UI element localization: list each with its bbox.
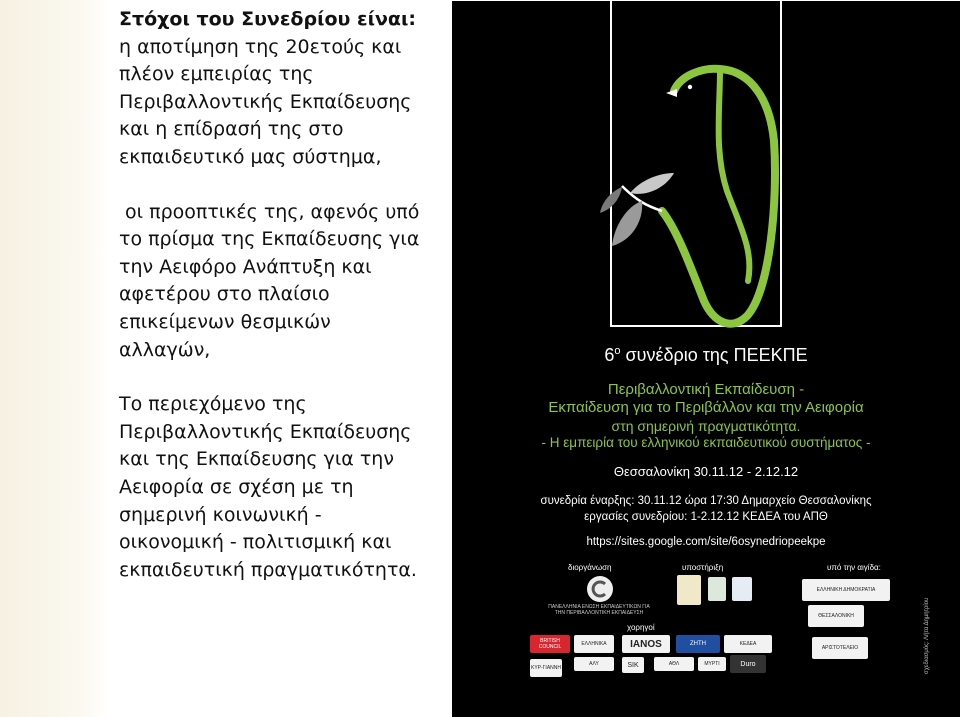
text-line: την Αειφόρο Ανάπτυξη και — [119, 255, 372, 278]
sponsor-logo-text: ΑΡΙΣΤΟΤΕΛΕΙΟ — [821, 645, 859, 651]
sponsor-logo-5 — [724, 635, 772, 653]
sponsor-logo-text: ZHTH — [690, 641, 706, 647]
subtitle-3: στη σημερινή πραγματικότητα. — [611, 418, 801, 434]
sponsor-logo-text: ΑΘΛ — [668, 661, 680, 667]
subtitle-4: - Η εμπειρία του ελληνικού εκπαιδευτικού συστήματος - — [541, 435, 871, 450]
support-logo-1 — [677, 575, 701, 605]
paragraph-prospects — [119, 199, 444, 365]
text-line: επικείμενων θεσμικών — [119, 310, 331, 333]
auspices-logo-2 — [808, 605, 864, 627]
support-logo-2 — [708, 577, 726, 601]
paragraph-content — [119, 391, 444, 584]
sponsor-logo-6 — [812, 637, 868, 659]
subtitle-2: Εκπαίδευση για το Περιβάλλον και την Αειφορία — [548, 399, 864, 416]
sponsor-logo-8 — [574, 657, 614, 671]
text-column — [119, 6, 444, 584]
title-text: συνέδριο της ΠΕΕΚΠΕ — [620, 345, 808, 365]
title-ordinal: ο — [614, 345, 621, 357]
bird-logo-icon — [452, 1, 960, 331]
sponsor-logo-text: ΜΥΡΤΙ — [704, 661, 720, 667]
sponsor-logo-text: ΑΛΥ — [589, 661, 599, 667]
title-number: 6 — [604, 345, 615, 365]
label-support: υποστήριξη — [682, 563, 724, 572]
sponsor-logo-10 — [654, 657, 694, 671]
conference-poster — [452, 1, 960, 717]
auspices-logo-text: ΕΛΛΗΝΙΚΗ ΔΗΜΟΚΡΑΤΙΑ — [816, 587, 876, 593]
text-line: το πρίσμα της Εκπαίδευσης για — [119, 228, 420, 251]
opening-session: συνεδρία έναρξης: 30.11.12 ώρα 17:30 Δημαρχείο Θεσσαλονίκης — [540, 495, 872, 507]
designer-credit — [922, 586, 932, 676]
sponsor-logo-text: Duro — [740, 660, 756, 668]
sponsor-logo-9 — [622, 657, 644, 673]
text-line: οι προοπτικές της, αφενός υπό — [119, 200, 420, 223]
subtitle-1: Περιβαλλοντική Εκπαίδευση - — [607, 381, 805, 398]
goals-title: Στόχοι του Συνεδρίου είναι: — [119, 8, 416, 30]
sponsor-logo-text: ΚΥΡ-ΓΙΑΝΝΗ — [531, 665, 561, 671]
text-line: Περιβαλλοντικής Εκπαίδευσης — [119, 90, 412, 113]
organizer-logo — [587, 576, 613, 602]
sponsor-logo-3 — [622, 635, 670, 653]
text-line: Περιβαλλοντικής Εκπαίδευσης — [119, 420, 412, 443]
sponsor-logo-7 — [530, 659, 562, 677]
text-line: πλέον εμπειρίας της — [119, 63, 314, 86]
label-sponsors: χορηγοί — [627, 623, 655, 632]
sponsor-logo-text: SIK — [627, 661, 639, 669]
conference-dates: Θεσσαλονίκη 30.11.12 - 2.12.12 — [613, 464, 799, 479]
organizer-caption: ΠΑΝΕΛΛΗΝΙΑ ΕΝΩΣΗ ΕΚΠΑΙΔΕΥΤΙΚΩΝ ΓΙΑ ΤΗΝ ΠΕΡΙΒΑΛΛΟΝΤΙΚΗ ΕΚΠΑΙΔΕΥΣΗ — [548, 604, 650, 616]
designer-credit-text: σχεδιασμός: Λήτα Δημητρίου — [924, 597, 930, 674]
work-sessions: εργασίες συνεδρίου: 1-2.12.12 ΚΕΔΕΑ του ΑΠΘ — [584, 511, 828, 523]
text-line: εκπαιδευτικό μας σύστημα, — [119, 145, 382, 168]
text-line: η αποτίμηση της 20ετούς και — [119, 35, 402, 58]
text-line: σημερινή κοινωνική - — [119, 503, 322, 526]
sponsor-logo-2 — [574, 635, 614, 653]
text-line: και της Εκπαίδευσης για την — [119, 448, 394, 471]
auspices-logo-1 — [802, 579, 890, 601]
sponsor-logo-4 — [676, 635, 720, 653]
text-line: αφετέρου στο πλαίσιο — [119, 283, 330, 306]
support-logo-3 — [732, 577, 752, 601]
conference-url: https://sites.google.com/site/6osynedriopeekpe — [586, 536, 826, 548]
text-line: εκπαιδευτική πραγματικότητα. — [119, 558, 417, 581]
text-line: αλλαγών, — [119, 338, 211, 361]
sponsor-logo-text: IANOS — [630, 638, 662, 650]
auspices-logo-text: ΘΕΣΣΑΛΟΝΙΚΗ — [818, 613, 854, 619]
sponsor-logo-text: BRITISH COUNCIL — [538, 638, 562, 650]
paragraph-evaluation — [119, 34, 444, 172]
sponsor-logo-11 — [698, 657, 726, 671]
left-decorative-panel — [0, 0, 110, 717]
text-line: Το περιεχόμενο της — [119, 393, 307, 416]
text-line: οικονομική - πολιτισμική και — [119, 531, 392, 554]
sponsor-logo-1 — [530, 635, 570, 653]
sponsor-logo-12 — [730, 655, 766, 673]
text-line: Αειφορία σε σχέση με τη — [119, 475, 354, 498]
label-organization: διοργάνωση — [568, 563, 612, 572]
poster-title — [452, 345, 960, 366]
sponsor-logo-text: ΚΕΔΕΑ — [739, 641, 757, 647]
sponsor-logo-text: ΕΛΛΗΝΙΚΑ — [581, 641, 607, 647]
label-auspices: υπό την αιγίδα: — [827, 563, 881, 572]
text-line: και η επίδρασή της στο — [119, 118, 344, 141]
